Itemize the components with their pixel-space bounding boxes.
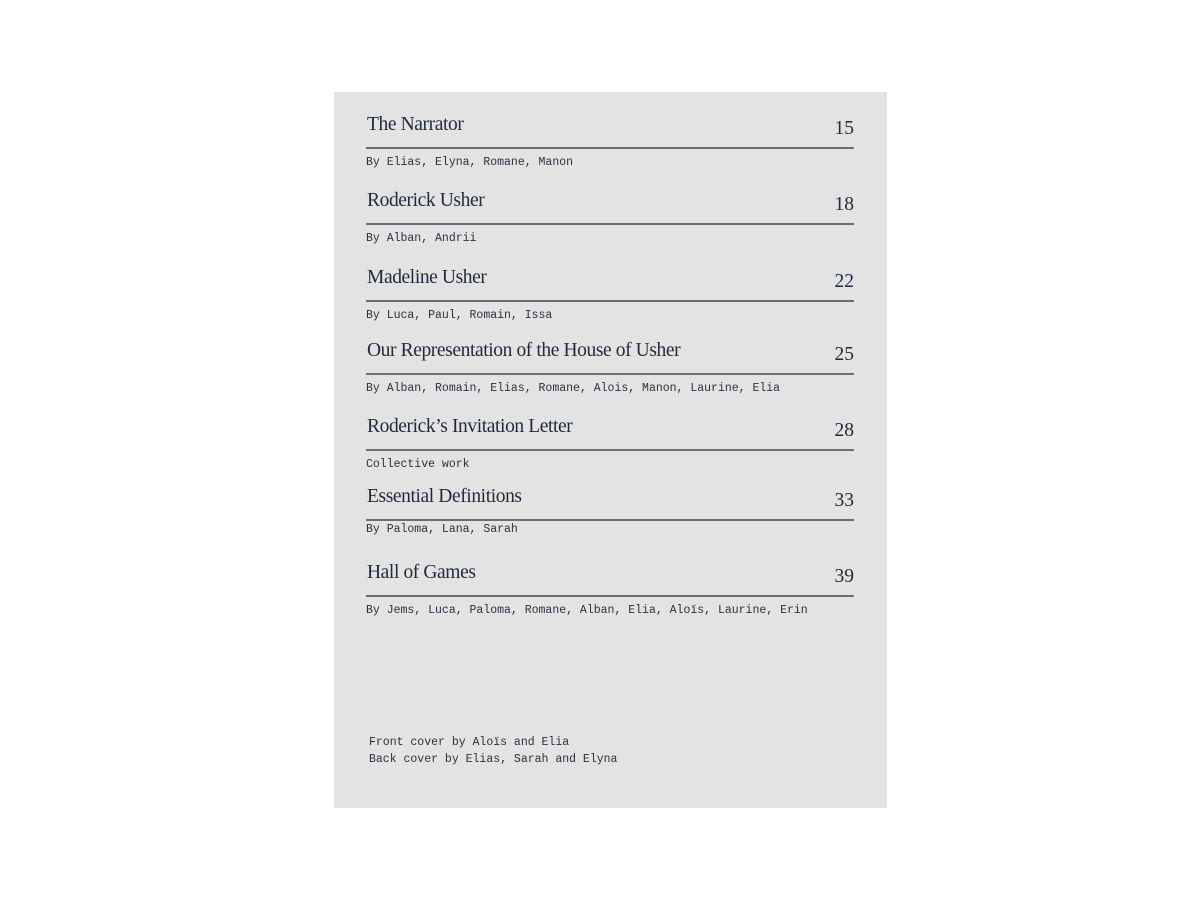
entry-divider (366, 519, 854, 521)
contents-entry[interactable] (366, 190, 854, 245)
back-cover-credit: Back cover by Elias, Sarah and Elyna (369, 753, 618, 766)
entry-authors: By Alban, Romain, Elias, Romane, Alois, Manon, Laurine, Elia (366, 382, 781, 395)
entry-title: Roderick Usher (367, 190, 485, 211)
entry-title: Our Representation of the House of Usher (367, 340, 681, 361)
entry-page-number: 15 (834, 118, 854, 139)
contents-entry[interactable] (366, 114, 854, 169)
entry-authors: By Paloma, Lana, Sarah (366, 523, 518, 536)
entry-divider (366, 595, 854, 597)
contents-entry[interactable] (366, 416, 854, 471)
entry-divider (366, 373, 854, 375)
entry-title: Roderick’s Invitation Letter (367, 416, 573, 437)
entry-title: Madeline Usher (367, 267, 487, 288)
entry-divider (366, 300, 854, 302)
entry-page-number: 28 (834, 420, 854, 441)
entry-authors: By Jems, Luca, Paloma, Romane, Alban, Elia, Aloïs, Laurine, Erin (366, 604, 808, 617)
contents-entry[interactable] (366, 562, 854, 617)
entry-title: The Narrator (367, 114, 464, 135)
entry-page-number: 25 (834, 344, 854, 365)
entry-title: Hall of Games (367, 562, 476, 583)
contents-entry[interactable] (366, 340, 854, 395)
entry-title: Essential Definitions (367, 486, 522, 507)
entry-authors: Collective work (366, 458, 470, 471)
entry-divider (366, 449, 854, 451)
front-cover-credit: Front cover by Aloïs and Elia (369, 736, 570, 749)
entry-authors: By Luca, Paul, Romain, Issa (366, 309, 553, 322)
cover-credits (369, 734, 617, 768)
entry-divider (366, 223, 854, 225)
contents-page (334, 92, 887, 808)
contents-entry[interactable] (366, 486, 854, 536)
entry-page-number: 39 (834, 566, 854, 587)
entry-divider (366, 147, 854, 149)
entry-authors: By Elias, Elyna, Romane, Manon (366, 156, 574, 169)
entry-page-number: 22 (834, 271, 854, 292)
entry-page-number: 33 (834, 490, 854, 511)
entry-page-number: 18 (834, 194, 854, 215)
contents-entry[interactable] (366, 267, 854, 322)
entry-authors: By Alban, Andrii (366, 232, 477, 245)
